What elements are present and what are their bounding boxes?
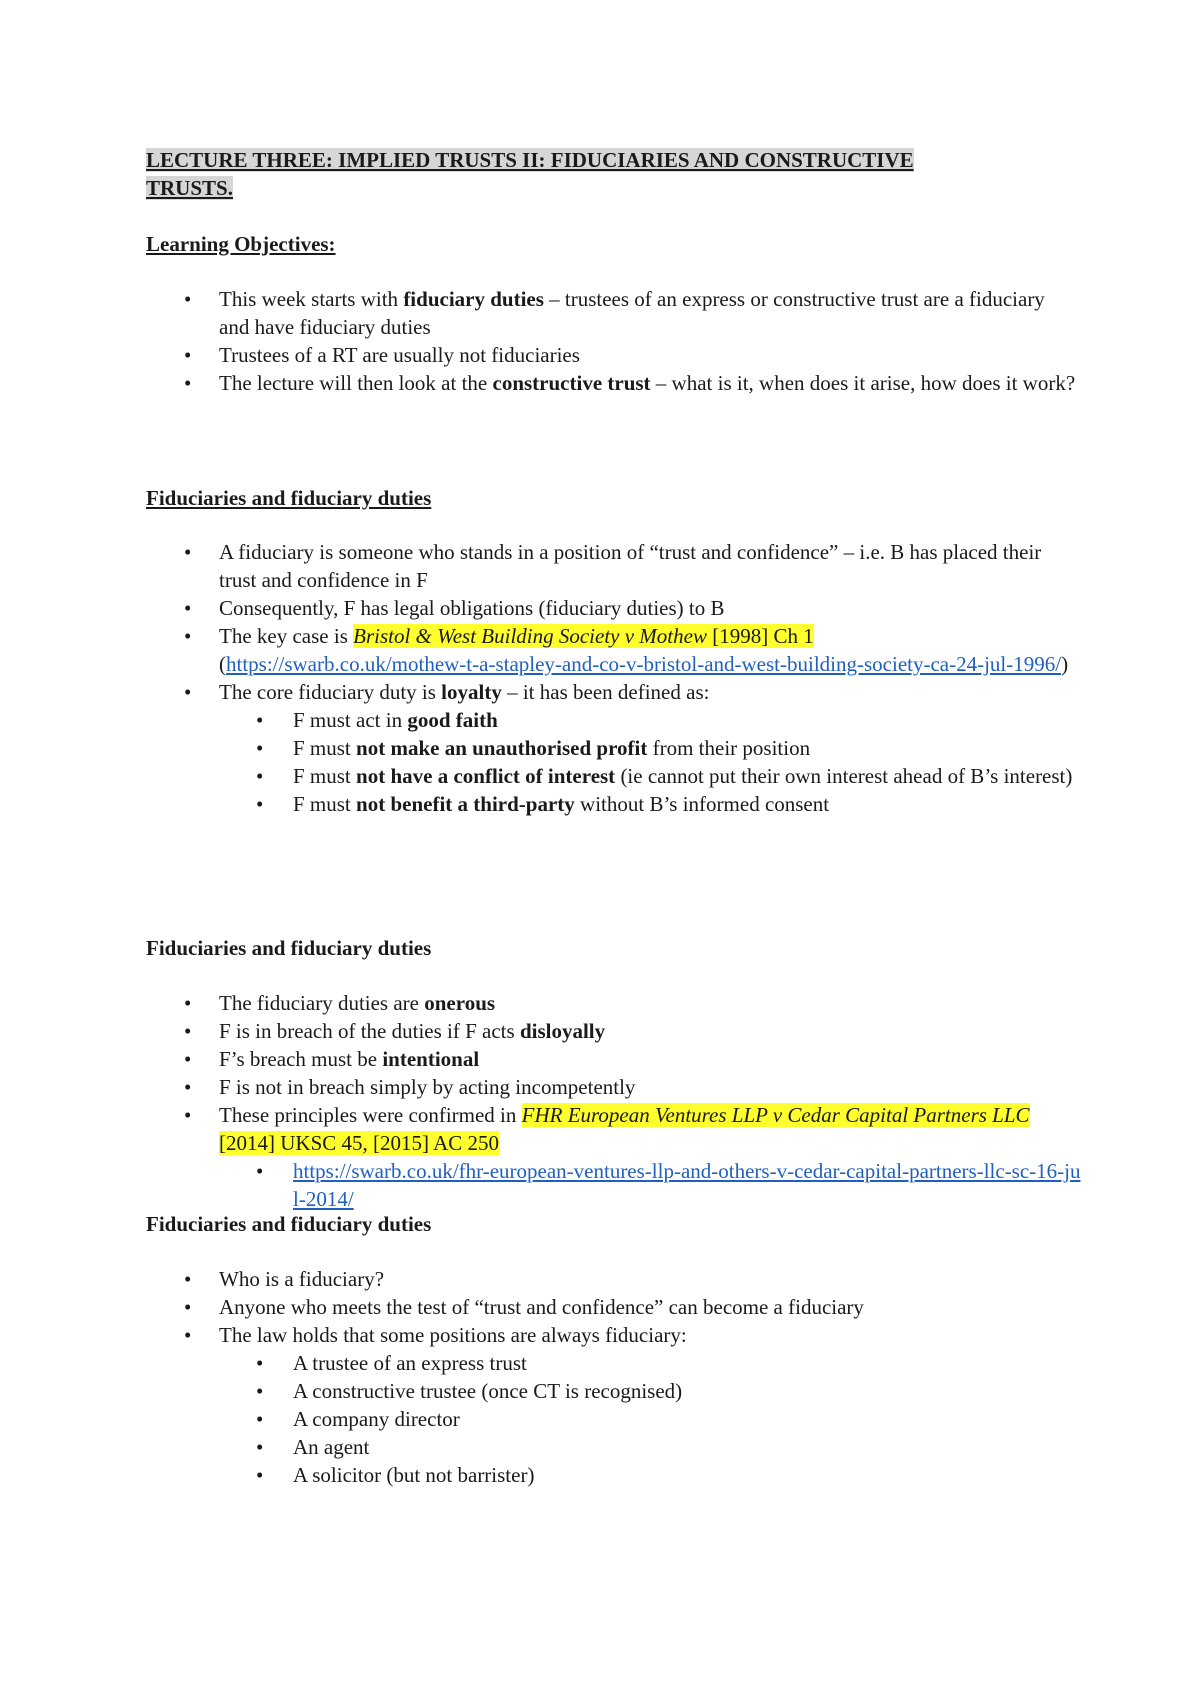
list-item-bold: not benefit a third-party [356,792,575,816]
list-item-text: – what is it, when does it arise, how does it work? [650,371,1076,395]
sub-list-item [146,790,1083,818]
list-item-text: F is in breach of the duties if F acts [219,1019,520,1043]
case-citation-fhr: [2014] UKSC 45, [2015] AC 250 [219,1131,500,1155]
list-item [146,1265,1079,1293]
list-item-text: F must [293,792,357,816]
list-item [146,622,1079,678]
page-title [146,146,914,202]
list-item [146,1293,1079,1321]
sub-list-item [146,1433,1083,1461]
mothew-case-link[interactable]: https://swarb.co.uk/mothew-t-a-stapley-and-co-v-bristol-and-west-building-society-ca-24-jul-1996/ [226,652,1062,676]
list-item-text: These principles were confirmed in [219,1103,522,1127]
list-item-text: F must [293,764,357,788]
list-item-text: A fiduciary is someone who stands in a position of “trust and confidence” – i.e. B has placed their trust and confidence in F [219,540,1042,592]
list-item [146,1101,1079,1157]
section-heading-fiduciaries-2: Fiduciaries and fiduciary duties [146,936,432,960]
list-item-bold: constructive trust [492,371,651,395]
sub-list-item [146,734,1083,762]
list-item-text: Trustees of a RT are usually not fiduciaries [219,343,580,367]
paren-open: ( [219,652,226,676]
list-item-bold: not have a conflict of interest [356,764,616,788]
learning-objectives-list [146,285,1079,397]
list-item-text: The core fiduciary duty is [219,680,442,704]
breach-principles-list [146,989,1083,1213]
list-item-text: F is not in breach simply by acting incompetently [219,1075,636,1099]
list-item-bold: not make an unauthorised profit [356,736,648,760]
fhr-case-link[interactable]: https://swarb.co.uk/fhr-european-ventures-llp-and-others-v-cedar-capital-partners-llc-sc-16-jul-2014/ [293,1159,1081,1211]
list-item-text: – it has been defined as: [501,680,710,704]
list-item-text: Anyone who meets the test of “trust and confidence” can become a fiduciary [219,1295,864,1319]
list-item [146,678,1079,706]
list-item-bold: fiduciary duties [403,287,544,311]
section-heading-fiduciaries-1: Fiduciaries and fiduciary duties [146,486,432,510]
list-item-bold: loyalty [441,680,502,704]
learning-objectives-heading: Learning Objectives: [146,232,336,256]
list-item [146,1073,1079,1101]
list-item-text: The law holds that some positions are always fiduciary: [219,1323,687,1347]
list-item [146,538,1079,594]
list-item-text: The key case is [219,624,354,648]
list-item-text: A constructive trustee (once CT is recognised) [293,1379,683,1403]
sub-list-item [146,1349,1083,1377]
list-item-bold: good faith [407,708,498,732]
list-item-text: The fiduciary duties are [219,991,425,1015]
list-item [146,594,1079,622]
list-item-text: An agent [293,1435,370,1459]
list-item-text: A solicitor (but not barrister) [293,1463,535,1487]
case-citation-mothew: [1998] Ch 1 [706,624,814,648]
section-heading-fiduciaries-3: Fiduciaries and fiduciary duties [146,1212,432,1236]
list-item [146,989,1079,1017]
list-item [146,1045,1079,1073]
list-item-text: Consequently, F has legal obligations (fiduciary duties) to B [219,596,725,620]
page-title-line-1: LECTURE THREE: IMPLIED TRUSTS II: FIDUCIARIES AND CONSTRUCTIVE [146,148,914,172]
page-title-line-2: TRUSTS. [146,176,233,200]
list-item-text: A trustee of an express trust [293,1351,527,1375]
sub-list-item [146,1405,1083,1433]
sub-list-item [146,706,1083,734]
list-item-text: Who is a fiduciary? [219,1267,385,1291]
list-item-bold: intentional [382,1047,480,1071]
list-item [146,1017,1079,1045]
sub-list-item [146,1157,1083,1213]
list-item-bold: onerous [424,991,496,1015]
list-item [146,1321,1079,1349]
paren-close: ) [1061,652,1069,676]
list-item-bold: disloyally [519,1019,606,1043]
list-item-text: – trustees of an express or constructive trust are a fiduciary and have fiduciary duties [219,287,1045,339]
list-item [146,369,1079,397]
case-name-mothew: Bristol & West Building Society v Mothew [353,624,707,648]
list-item-text: F’s breach must be [219,1047,383,1071]
who-is-fiduciary-list [146,1265,1083,1489]
list-item-text: A company director [293,1407,460,1431]
list-item-text: without B’s informed consent [574,792,830,816]
sub-list-item [146,1461,1083,1489]
list-item-text: F must [293,736,357,760]
list-item-text: F must act in [293,708,408,732]
sub-list-item [146,762,1083,790]
list-item [146,285,1079,341]
list-item-text: from their position [647,736,811,760]
sub-list-item [146,1377,1083,1405]
list-item-text: (ie cannot put their own interest ahead of B’s interest) [615,764,1073,788]
fiduciary-duties-list [146,538,1083,818]
list-item [146,341,1079,369]
case-name-fhr: FHR European Ventures LLP v Cedar Capital Partners LLC [521,1103,1030,1127]
list-item-text: The lecture will then look at the [219,371,493,395]
list-item-text: This week starts with [219,287,404,311]
